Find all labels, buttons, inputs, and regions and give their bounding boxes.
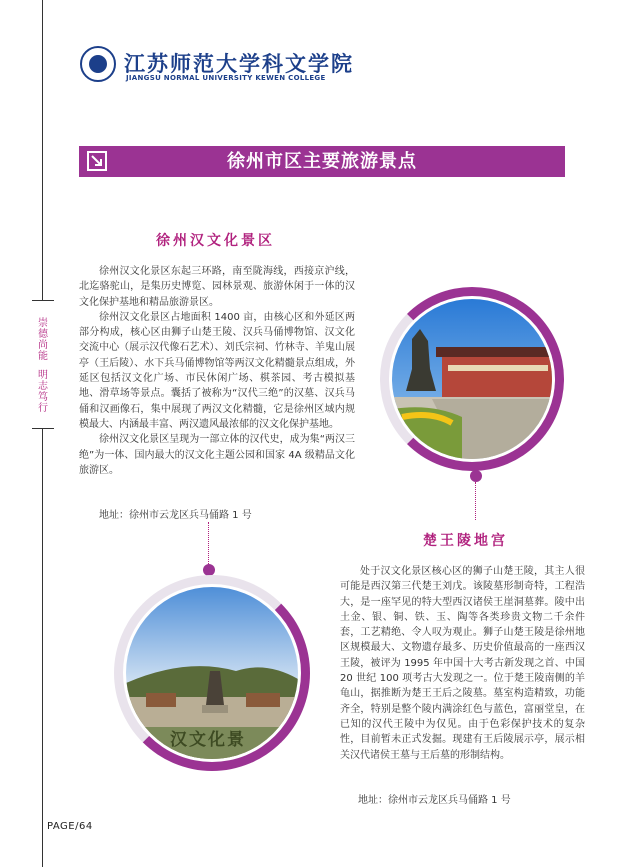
section1-paragraph: 徐州汉文化景区占地面积 1400 亩，由核心区和外延区两部分构成，核心区由狮子山楚王陵、汉兵马俑博物馆、汉文化交流中心（展示汉代像石艺术）、刘氏宗祠、竹林寺、羊鬼山展亭（王后陵）、水下兵马俑博物馆等两汉文化精髓景点组成，外延区包括汉文化广场、市民休闲广场、棋茶园、考古模拟基地、滑草场等景点。囊括了被称为“汉代三绝”的汉墓、汉兵马俑和汉画像石，集中展现了两汉文化精髓，它是徐州区域内规模最大、内涵最丰富、两汉遗风最浓郁的汉文化保护基地。 bbox=[79, 311, 355, 430]
motto-vertical-2: 明志笃行 bbox=[38, 370, 48, 414]
page-title-bar bbox=[79, 146, 565, 177]
college-name-cn: 江苏师范大学科文学院 bbox=[124, 51, 354, 76]
photo1-connector-line bbox=[475, 482, 476, 520]
section1-paragraph: 徐州汉文化景区呈现为一部立体的汉代史，成为集“两汉三绝”为一体、国内最大的汉文化主题公园和国家 4A 级精品文化旅游区。 bbox=[79, 434, 355, 476]
seal-core bbox=[89, 55, 107, 73]
college-logo bbox=[80, 46, 380, 90]
margin-line bbox=[42, 0, 43, 300]
section2-heading: 楚王陵地宫 bbox=[423, 533, 508, 549]
page-number: PAGE/64 bbox=[47, 821, 93, 832]
photo1-image bbox=[392, 299, 552, 459]
margin-tick-bottom bbox=[32, 428, 54, 429]
margin-line-lower bbox=[42, 428, 43, 867]
photo1-group bbox=[380, 287, 574, 481]
section1-address: 地址：徐州市云龙区兵马俑路 1 号 bbox=[99, 510, 252, 521]
photo2-group bbox=[114, 575, 314, 775]
section2-paragraph: 处于汉文化景区核心区的狮子山楚王陵，其主人很可能是西汉第三代楚王刘戊。该陵墓形制奇特，工程浩大，是一座罕见的特大型西汉诸侯王崖洞墓葬。陵中出土金、银、铜、铁、玉、陶等各类珍贵文物二千余件套，工艺精绝、令人叹为观止。狮子山楚王陵是徐州地区规模最大、文物遗存最多、历史价值最高的一座西汉王陵，被评为 1995 年中国十大考古新发现之首、中国 20 世纪 100 项考古大发现之一。位于楚王陵南侧的羊龟山，据推断为楚王王后之陵墓。墓室构造精致，功能齐全，特别是整个陵内满涂红色与蓝色，富丽堂皇，在已知的汉代王陵中为仅见。由于色彩保护技术的复杂性，目前暂未正式发掘。现建有王后陵展示亭，展示相关汉代诸侯王墓与王后墓的形制结构。 bbox=[340, 566, 585, 761]
section1-heading: 徐州汉文化景区 bbox=[156, 233, 275, 249]
motto-vertical-1: 崇德尚能 bbox=[38, 318, 48, 362]
college-name-en: JIANGSU NORMAL UNIVERSITY KEWEN COLLEGE bbox=[126, 74, 326, 82]
photo2-stone-inscription: 汉文化景 bbox=[170, 730, 246, 750]
margin-tick-top bbox=[32, 300, 54, 301]
college-seal-icon bbox=[80, 46, 116, 82]
section1-paragraph: 徐州汉文化景区东起三环路，南至陇海线，西接京沪线，北迄骆驼山，是集历史博览、园林景观、旅游休闲于一体的汉文化保护基地和精品旅游景区。 bbox=[79, 266, 355, 308]
section2-address: 地址：徐州市云龙区兵马俑路 1 号 bbox=[358, 795, 511, 806]
page-title: 徐州市区主要旅游景点 bbox=[227, 151, 417, 172]
photo2-connector-line bbox=[208, 522, 209, 564]
photo1-connector-dot bbox=[470, 470, 482, 482]
section1-body bbox=[79, 264, 355, 478]
section2-body bbox=[340, 564, 585, 763]
